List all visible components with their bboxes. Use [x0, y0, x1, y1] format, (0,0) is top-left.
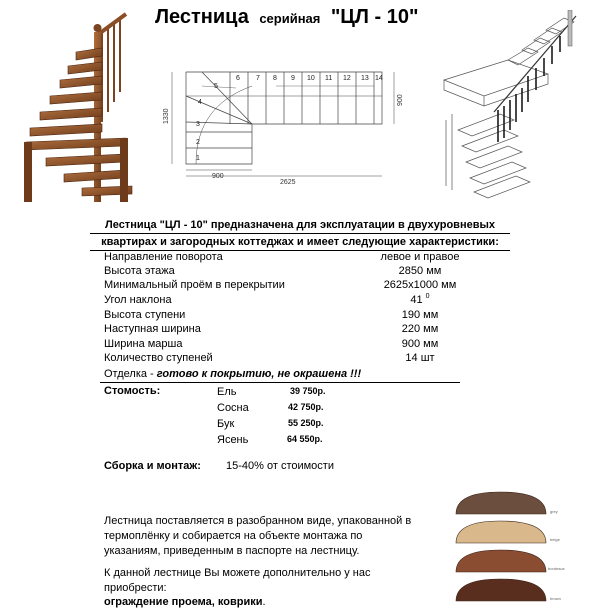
delivery-line: указаниям, приведенным в паспорте на лестницу. [104, 545, 360, 557]
price-row [0, 386, 600, 401]
wood-price: 42 750р. [288, 402, 324, 412]
spec-label: Угол наклона [104, 294, 172, 306]
plan-dim-total: 2625 [280, 179, 296, 186]
plan-dim-left: 1330 [163, 108, 170, 124]
plan-step-2: 2 [196, 139, 200, 146]
intro-line-2: квартирах и загородных коттеджах и имеет следующие характеристики: [101, 236, 499, 248]
spec-value: 190 мм [401, 309, 439, 321]
staircase-photo [16, 12, 136, 202]
spec-row [0, 251, 600, 266]
finish-value: готово к покрытию, не окрашена !!! [156, 368, 362, 380]
spec-value: 220 мм [401, 323, 439, 335]
page-title [155, 6, 418, 29]
angle-value: 41 [410, 294, 423, 306]
plan-step-11: 11 [325, 75, 333, 82]
wood-name: Ясень [217, 434, 249, 446]
extras-line: К данной лестнице Вы можете дополнительно у нас [104, 567, 371, 579]
staircase-3d-drawing [438, 10, 586, 206]
assembly-label: Сборка и монтаж: [104, 460, 201, 472]
spec-label: Направление поворота [104, 251, 223, 263]
extras-items-text: ограждение проема, коврики [104, 596, 263, 608]
delivery-paragraph [104, 514, 434, 559]
spec-value: 900 мм [401, 338, 439, 350]
spec-value: 2625х1000 мм [383, 279, 457, 291]
plan-step-6: 6 [236, 75, 240, 82]
extras-line: приобрести: [104, 582, 167, 594]
delivery-line: термоплёнку и собирается на объекте монтажа по [104, 530, 363, 542]
stair-mat [456, 492, 546, 514]
extras-end: . [262, 596, 266, 608]
assembly-value: 15-40% от стоимости [226, 460, 334, 472]
wood-name: Бук [217, 418, 235, 430]
plan-step-14: 14 [375, 75, 383, 82]
mat-label: grey [550, 509, 558, 514]
cost-label: Стомость: [104, 385, 161, 397]
plan-step-3: 3 [196, 121, 200, 128]
spec-label: Высота этажа [104, 265, 175, 277]
wood-name: Ель [217, 386, 237, 398]
spec-label: Минимальный проём в перекрытии [104, 279, 285, 291]
wood-price: 55 250р. [288, 418, 324, 428]
finish-note [104, 368, 361, 380]
plan-step-9: 9 [291, 75, 295, 82]
finish-label: Отделка - [104, 368, 154, 380]
mat-label: beige [550, 537, 560, 542]
spec-row [0, 338, 600, 353]
stair-mat [456, 521, 546, 543]
divider [100, 382, 460, 383]
plan-step-12: 12 [343, 75, 351, 82]
price-row [0, 434, 600, 449]
spec-value [380, 294, 460, 306]
plan-step-10: 10 [307, 75, 315, 82]
title-model: "ЦЛ - 10" [330, 6, 419, 28]
intro-line-1: Лестница "ЦЛ - 10" предназначена для эксплуатации в двухуровневых [105, 219, 495, 231]
wood-price: 64 550р. [287, 434, 323, 444]
spec-label: Количество ступеней [104, 352, 213, 364]
spec-row [0, 323, 600, 338]
spec-row [0, 279, 600, 294]
spec-value: 2850 мм [398, 265, 442, 277]
spec-label: Ширина марша [104, 338, 183, 350]
plan-dim-right: 900 [397, 94, 404, 106]
plan-step-8: 8 [273, 75, 277, 82]
spec-label: Высота ступени [104, 309, 186, 321]
wood-name: Сосна [217, 402, 249, 414]
wood-price: 39 750р. [290, 386, 326, 396]
spec-value: 14 шт [405, 352, 435, 364]
stair-mats-image [452, 488, 572, 604]
spec-value: левое и правое [380, 251, 460, 263]
plan-dim-march: 900 [212, 173, 224, 180]
extras-paragraph [104, 566, 434, 596]
mat-label: brown [550, 596, 561, 601]
spec-row [0, 309, 600, 324]
price-row [0, 418, 600, 433]
plan-step-1: 1 [196, 155, 200, 162]
mat-label: bordeaux [548, 566, 565, 571]
spec-row [0, 352, 600, 367]
title-sub: серийная [259, 11, 321, 26]
title-main: Лестница [155, 6, 249, 28]
spec-row [0, 294, 600, 309]
extras-items [104, 596, 266, 608]
stair-plan-drawing [156, 66, 406, 186]
divider [90, 233, 510, 234]
plan-step-4: 4 [198, 99, 202, 106]
delivery-line: Лестница поставляется в разобранном виде, упакованной в [104, 515, 412, 527]
stair-mat [456, 579, 546, 601]
plan-step-5: 5 [214, 83, 218, 90]
degree-superscript: 0 [425, 293, 430, 300]
stair-mat [456, 550, 546, 572]
spec-row [0, 265, 600, 280]
plan-step-13: 13 [361, 75, 369, 82]
spec-label: Наступная ширина [104, 323, 201, 335]
plan-step-7: 7 [256, 75, 260, 82]
price-row [0, 402, 600, 417]
